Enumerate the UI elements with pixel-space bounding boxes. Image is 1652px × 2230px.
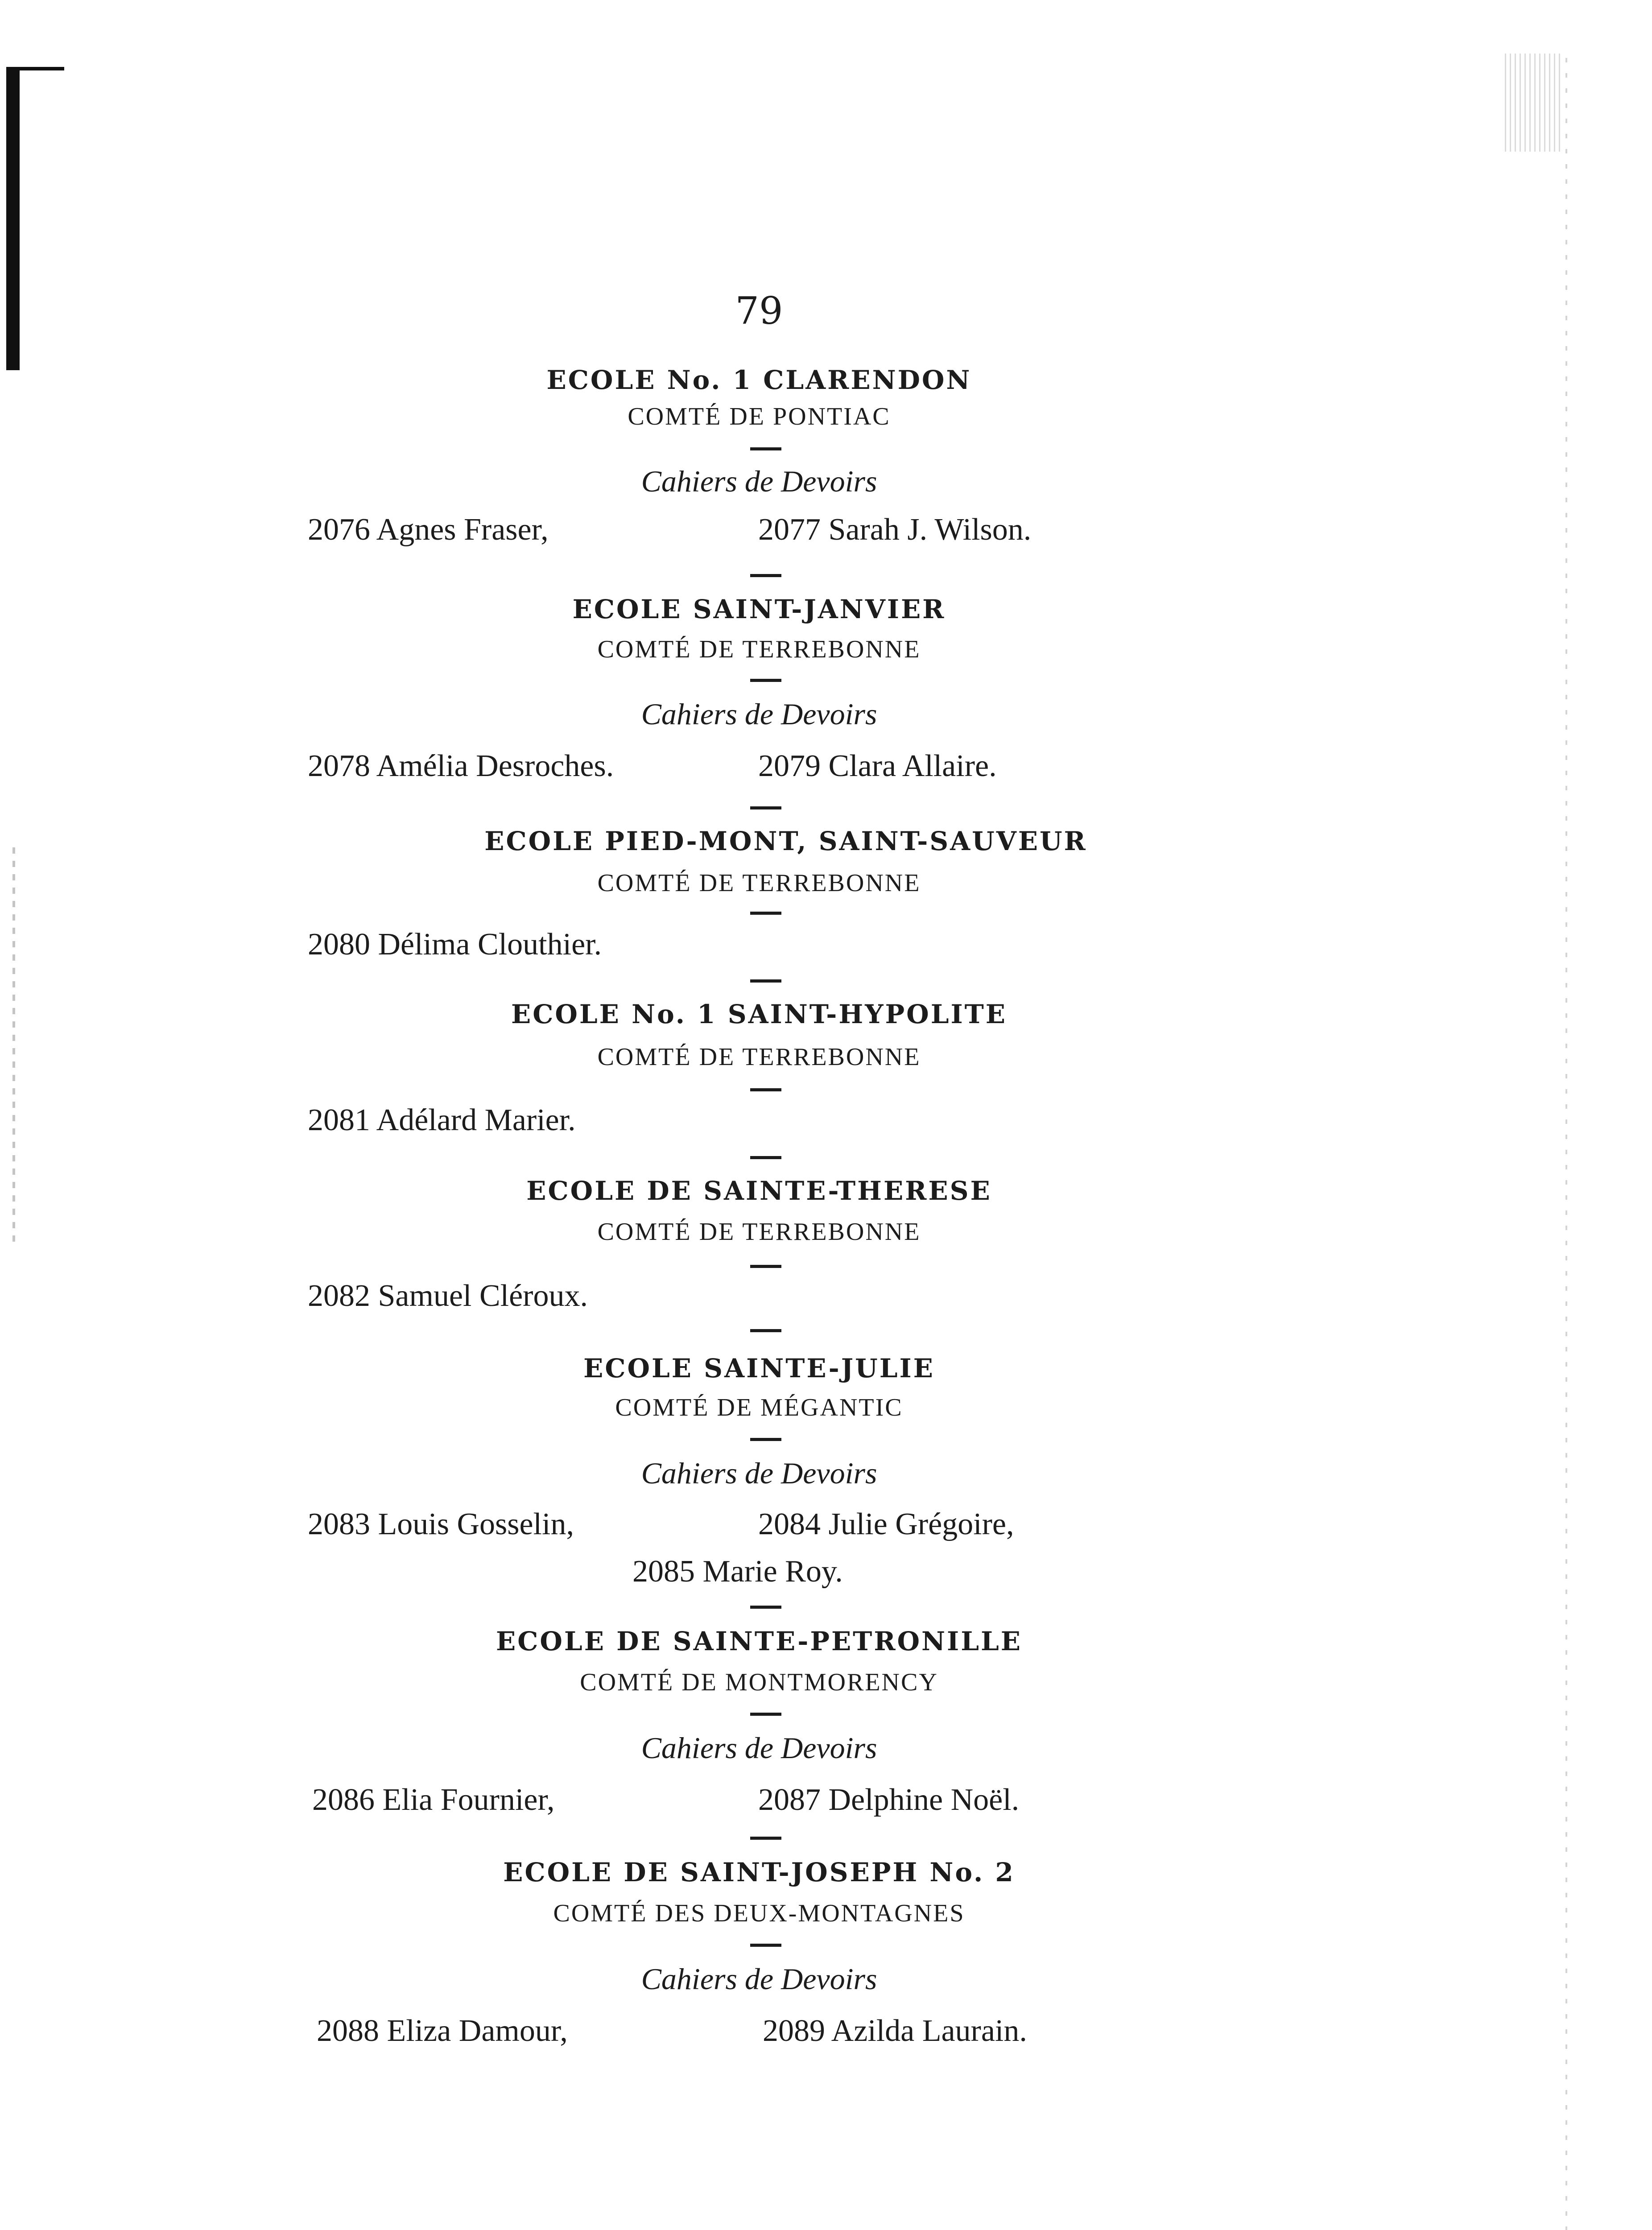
separator-dash [750, 1088, 781, 1091]
entry: 2082 Samuel Cléroux. [308, 1279, 588, 1313]
entry: 2077 Sarah J. Wilson. [758, 512, 1032, 547]
school-heading: ECOLE No. 1 CLARENDON [546, 365, 972, 395]
separator-dash [750, 574, 781, 577]
county-heading: COMTÉ DES DEUX-MONTAGNES [553, 1900, 965, 1927]
entry: 2079 Clara Allaire. [758, 749, 997, 783]
separator-dash [750, 1329, 781, 1332]
entry: 2087 Delphine Noël. [758, 1783, 1020, 1817]
county-heading: COMTÉ DE MÉGANTIC [615, 1394, 903, 1421]
page-number: 79 [735, 289, 783, 333]
school-heading: ECOLE PIED-MONT, SAINT-SAUVEUR [484, 826, 1087, 856]
county-heading: COMTÉ DE PONTIAC [628, 403, 891, 430]
entry: 2086 Elia Fournier, [312, 1783, 555, 1817]
separator-dash [750, 1156, 781, 1159]
school-heading: ECOLE SAINTE-JULIE [583, 1353, 935, 1383]
entry: 2085 Marie Roy. [632, 1554, 843, 1589]
separator-dash [750, 806, 781, 809]
school-heading: ECOLE DE SAINT-JOSEPH No. 2 [503, 1857, 1015, 1887]
separator-dash [750, 979, 781, 983]
binding-shadow-cap [6, 67, 64, 70]
entry: 2083 Louis Gosselin, [308, 1507, 574, 1541]
entry: 2080 Délima Clouthier. [308, 927, 602, 962]
section-subheading: Cahiers de Devoirs [641, 1456, 877, 1490]
school-heading: ECOLE SAINT-JANVIER [572, 594, 946, 624]
county-heading: COMTÉ DE TERREBONNE [597, 1218, 921, 1246]
school-heading: ECOLE DE SAINTE-THERESE [526, 1176, 992, 1206]
section-subheading: Cahiers de Devoirs [641, 464, 877, 498]
entry: 2089 Azilda Laurain. [763, 2014, 1027, 2048]
page-edge-shadow [1565, 58, 1567, 2230]
separator-dash [750, 679, 781, 682]
county-heading: COMTÉ DE TERREBONNE [597, 869, 921, 897]
separator-dash [750, 1606, 781, 1609]
entry: 2084 Julie Grégoire, [758, 1507, 1014, 1541]
separator-dash [750, 1265, 781, 1268]
county-heading: COMTÉ DE TERREBONNE [597, 1043, 921, 1071]
entry: 2081 Adélard Marier. [308, 1103, 576, 1137]
separator-dash [750, 447, 781, 450]
section-subheading: Cahiers de Devoirs [641, 697, 877, 731]
separator-dash [750, 912, 781, 915]
page-edge-smudge [1505, 54, 1563, 152]
section-subheading: Cahiers de Devoirs [641, 1731, 877, 1765]
county-heading: COMTÉ DE MONTMORENCY [580, 1668, 938, 1696]
separator-dash [750, 1944, 781, 1947]
separator-dash [750, 1713, 781, 1716]
county-heading: COMTÉ DE TERREBONNE [597, 636, 921, 663]
school-heading: ECOLE DE SAINTE-PETRONILLE [496, 1626, 1022, 1656]
separator-dash [750, 1438, 781, 1441]
separator-dash [750, 1837, 781, 1840]
section-subheading: Cahiers de Devoirs [641, 1962, 877, 1996]
school-heading: ECOLE No. 1 SAINT-HYPOLITE [511, 999, 1007, 1029]
entry: 2088 Eliza Damour, [317, 2014, 568, 2048]
entry: 2076 Agnes Fraser, [308, 512, 549, 547]
entry: 2078 Amélia Desroches. [308, 749, 614, 783]
